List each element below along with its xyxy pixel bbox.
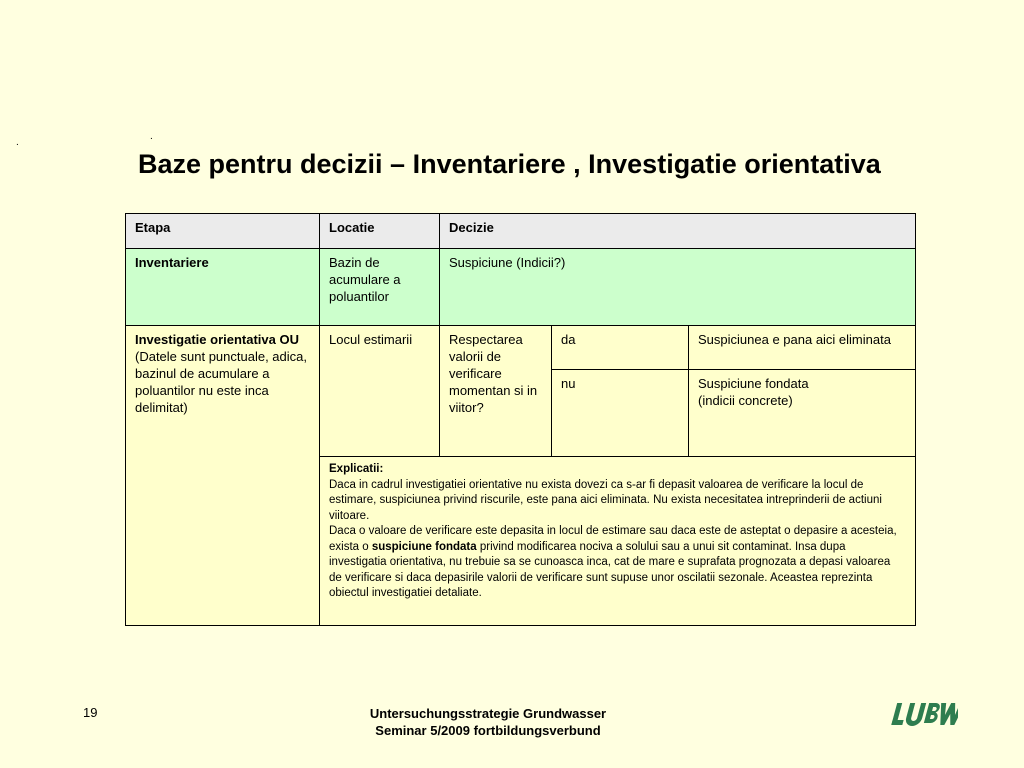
result-nu-line2: (indicii concrete) (698, 393, 793, 408)
explicatii-p2-bold: suspiciune fondata (371, 540, 477, 553)
explicatii-heading: Explicatii: (329, 463, 384, 475)
etapa-investigatie-note: (Datele sunt punctuale, adica, bazinul de acumulare a poluantilor nu este inca delimitat) (135, 349, 307, 415)
header-decizie: Decizie (440, 214, 916, 249)
cell-option-nu: nu (552, 370, 689, 457)
cell-etapa-inventariere: Inventariere (126, 249, 320, 326)
cell-locatie-estimarii: Locul estimarii (320, 326, 440, 457)
decorative-dot: . (16, 137, 19, 148)
table-header-row (126, 214, 916, 249)
page-number: 19 (83, 705, 98, 720)
lubw-logo-icon (888, 700, 958, 735)
decision-table (125, 213, 916, 626)
cell-locatie-bazin: Bazin de acumulare a poluantilor (320, 249, 440, 326)
footer-caption (338, 705, 638, 739)
slide-title: Baze pentru decizii – Inventariere , Investigatie orientativa (138, 149, 881, 179)
decorative-dot: . (150, 131, 153, 142)
header-locatie: Locatie (320, 214, 440, 249)
explicatii-paragraph-2 (329, 524, 906, 602)
cell-explicatii (320, 457, 916, 626)
footer-line-2: Seminar 5/2009 fortbildungsverbund (375, 723, 601, 738)
table-row-inventariere (126, 249, 916, 326)
etapa-investigatie-title: Investigatie orientativa OU (135, 332, 299, 347)
cell-result-nu (689, 370, 916, 457)
table-row-investigatie (126, 326, 916, 370)
cell-etapa-investigatie (126, 326, 320, 626)
footer-line-1: Untersuchungsstrategie Grundwasser (369, 706, 607, 721)
explicatii-paragraph-1: Daca in cadrul investigatiei orientative nu exista dovezi ca s-ar fi depasit valoarea de verificare la locul de estimare, suspiciunea privind riscurile, este pana aici eliminata. Nu exista necesitatea intreprinderii de actiuni viitoare. (329, 478, 882, 522)
result-nu-line1: Suspiciune fondata (698, 376, 809, 391)
cell-result-da: Suspiciunea e pana aici eliminata (689, 326, 916, 370)
header-etapa: Etapa (126, 214, 320, 249)
cell-option-da: da (552, 326, 689, 370)
cell-decizie-suspiciune: Suspiciune (Indicii?) (440, 249, 916, 326)
explicatii-p2-end: privind modificarea nociva a solului sau a unui sit contaminat. Insa dupa investigatia orientativa, nu trebuie sa se cunoasca inca, cat de mare e suprafata prognozata a depasi valoarea de verificare si daca depasirile valorii de verificare sunt supuse unor oscilatii sezonale. Aceastea reprezinta obiectul investigatiei detaliate. (329, 540, 891, 599)
explicatii-p2-start: Daca o valoare de verificare este depasita in locul de estimare sau daca este de asteptat o depasire a acesteia, exista o (329, 525, 897, 553)
cell-criteriu-verificare: Respectarea valorii de verificare momentan si in viitor? (440, 326, 552, 457)
